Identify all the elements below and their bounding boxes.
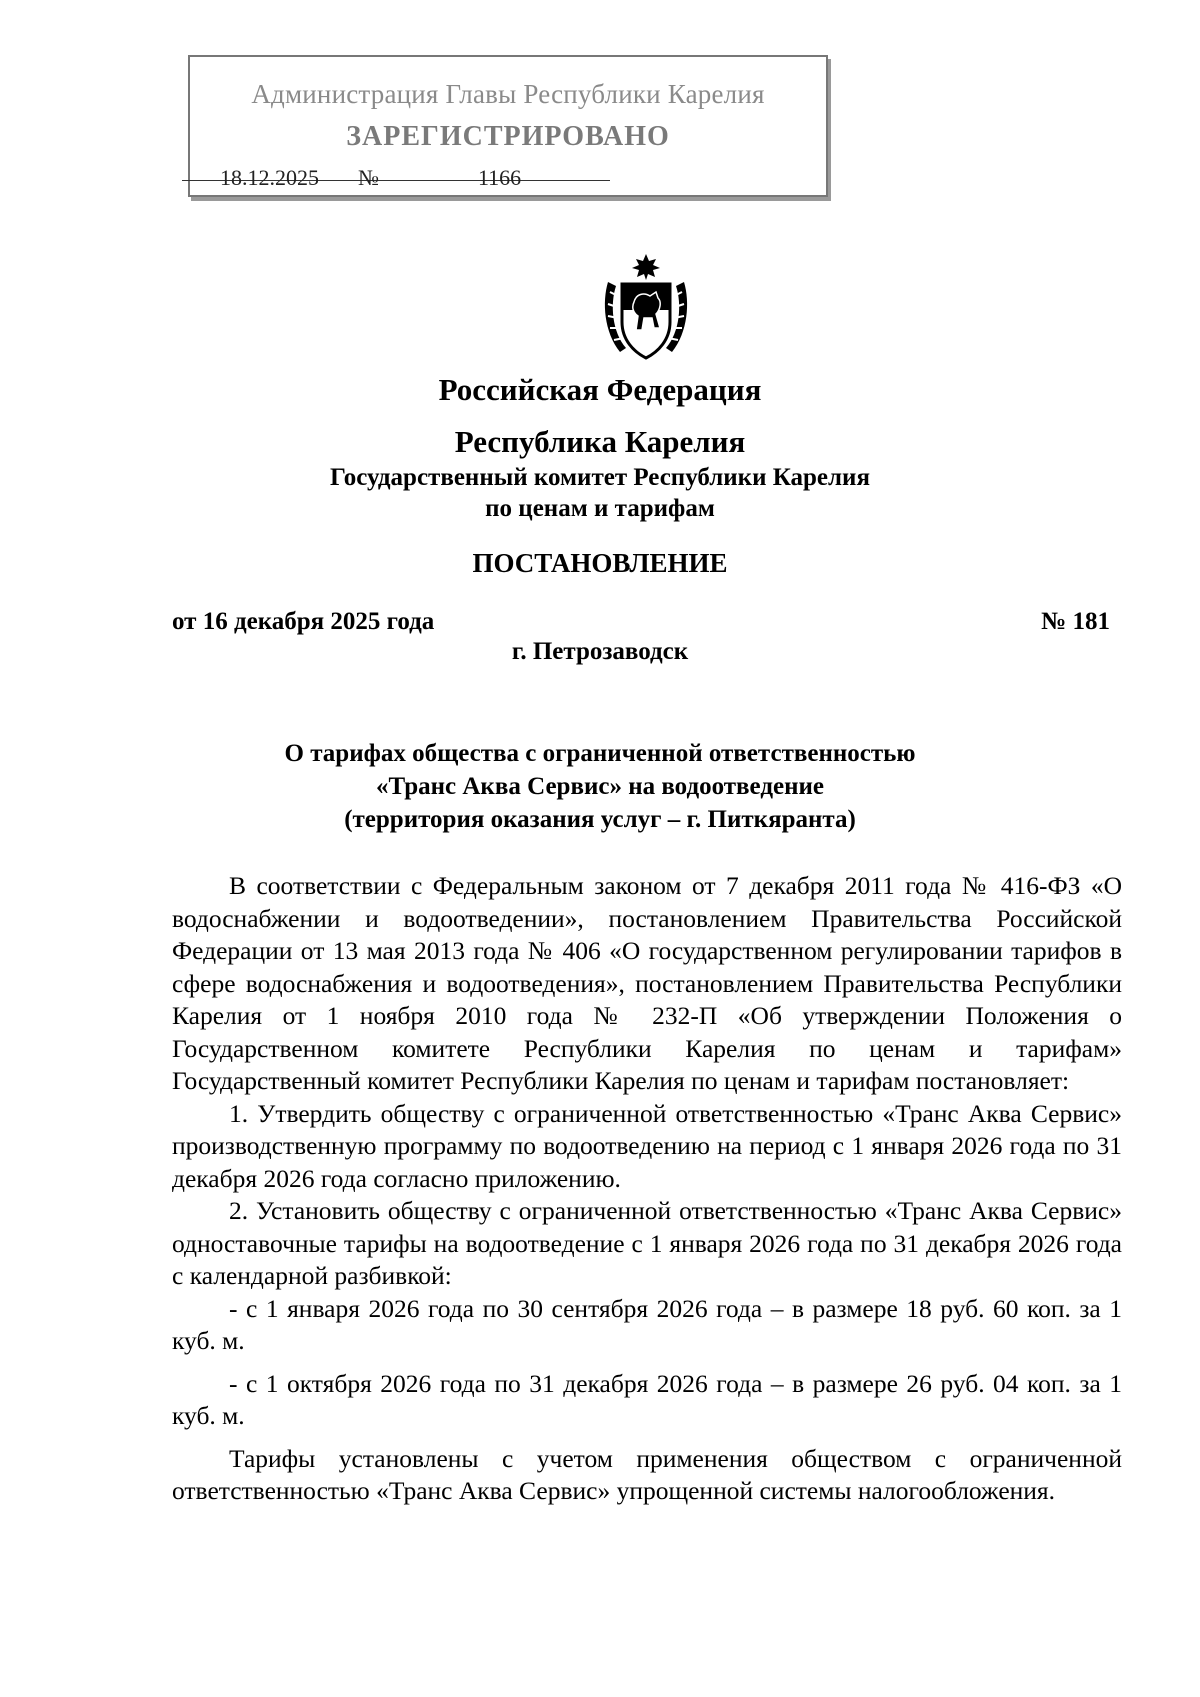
subject-line3: (территория оказания услуг – г. Питкяранта) [344, 806, 856, 833]
header-committee-line1: Государственный комитет Республики Карелия [330, 464, 870, 491]
subject-line1: О тарифах общества с ограниченной ответственностью [284, 740, 916, 767]
body-item-2: 2. Установить обществу с ограниченной ответственностью «Транс Аква Сервис» одноставочные тарифы на водоотведение с 1 января 2026 года по 31 декабря 2026 года с календарной разбивкой: [172, 1196, 1122, 1290]
body-item-1: 1. Утвердить обществу с ограниченной ответственностью «Транс Аква Сервис» производственную программу по водоотведению на период с 1 января 2026 года по 31 декабря 2026 года согласно приложению. [172, 1098, 1122, 1193]
document-type: ПОСТАНОВЛЕНИЕ [472, 548, 728, 578]
karelia-coat-of-arms-icon [600, 252, 692, 364]
stamp-date: 18.12.2025 [220, 165, 319, 190]
stamp-title: ЗАРЕГИСТРИРОВАНО [346, 121, 670, 152]
stamp-organization: Администрация Главы Республики Карелия [251, 79, 765, 109]
document-date: от 16 декабря 2025 года [172, 608, 435, 635]
header-committee-line2: по ценам и тарифам [485, 495, 715, 522]
body-tariff-1: - с 1 января 2026 года по 30 сентября 2026 года – в размере 18 руб. 60 коп. за 1 куб. м. [172, 1293, 1122, 1355]
document-subject [200, 737, 1000, 836]
body-tariff-2: - с 1 октября 2026 года по 31 декабря 2026 года – в размере 26 руб. 04 коп. за 1 куб. м. [172, 1368, 1122, 1430]
stamp-number-label: № [358, 165, 379, 190]
body-tax-note: Тарифы установлены с учетом применения обществом с ограниченной ответственностью «Транс Аква Сервис» упрощенной системы налогообложения. [172, 1443, 1122, 1505]
header-republic: Республика Карелия [454, 424, 746, 459]
document-number: № 181 [1041, 608, 1110, 635]
header-country: Российская Федерация [438, 372, 762, 407]
document-body [172, 870, 1122, 1508]
subject-line2: «Транс Аква Сервис» на водоотведение [376, 773, 824, 800]
document-city: г. Петрозаводск [511, 638, 689, 665]
stamp-number: 1166 [478, 165, 522, 190]
body-preamble: В соответствии с Федеральным законом от 7 декабря 2011 года № 416-ФЗ «О водоснабжении и водоотведении», постановлением Правительства Российской Федерации от 13 мая 2013 года № 406 «О государственном регулировании тарифов в сфере водоснабжения и водоотведения», постановлением Правительства Республики Карелия от 1 ноября 2010 года № 232-П «Об утверждении Положения о Государственном комитете Республики Карелия по ценам и тарифам» Государственный комитет Республики Карелия по ценам и тарифам постановляет: [172, 871, 1122, 1095]
